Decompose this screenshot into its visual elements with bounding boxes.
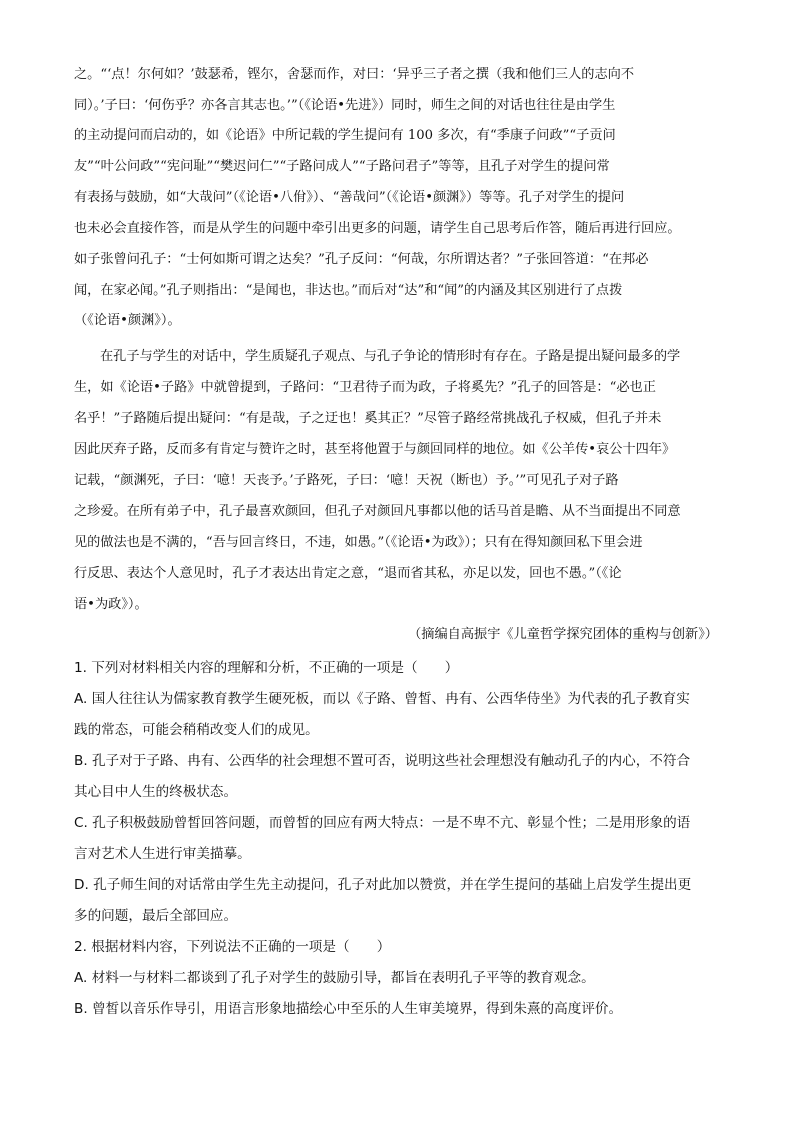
passage-line: 生，如《论语•子路》中就曾提到，子路问：“卫君待子而为政，子将奚先？”孔子的回答是：“必也正 xyxy=(74,380,656,395)
passage-line: 之。“‘点！尔何如？’鼓瑟希，铿尔，舍瑟而作，对曰：‘异乎三子者之撰（我和他们三人的志向不 xyxy=(74,67,635,82)
passage-line: 行反思、表达个人意见时，孔子才表达出肯定之意，“退而省其私，亦足以发，回也不愚。”（《论 xyxy=(74,566,622,581)
question-stem: 1. 下列对材料相关内容的理解和分析，不正确的一项是（ ） xyxy=(74,660,459,676)
passage-line: 如子张曾问孔子：“士何如斯可谓之达矣？”孔子反问：“何哉，尔所谓达者？”子张回答道：“在邦必 xyxy=(74,252,649,267)
option-b-line: 其心目中人生的终极状态。 xyxy=(74,784,238,800)
option-d-line: D. 孔子师生间的对话常由学生先主动提问，孔子对此加以赞赏，并在学生提问的基础上启发学生提出更 xyxy=(74,877,692,893)
source-citation: （摘编自高振宇《儿童哲学探究团体的重构与创新》） xyxy=(408,627,718,642)
option-a-line: A. 材料一与材料二都谈到了孔子对学生的鼓励引导，都旨在表明孔子平等的教育观念。 xyxy=(74,970,595,986)
passage-line: 名乎！”子路随后提出疑问：“有是哉，子之迂也！奚其正？”尽管子路经常挑战孔子权威，但孔子并未 xyxy=(74,411,662,426)
passage-line: （《论语•颜渊》）。 xyxy=(74,313,181,328)
passage-line: 闻，在家必闻。”孔子则指出：“是闻也，非达也。”而后对“达”和“闻”的内涵及其区别进行了点拨 xyxy=(74,283,623,298)
option-d-line: 多的问题，最后全部回应。 xyxy=(74,908,238,924)
passage-line: 有表扬与鼓励，如“大哉问”（《论语•八佾》）、“善哉问”（《论语•颜渊》）等等。孔子对学生的提问 xyxy=(74,190,625,205)
option-a-line: A. 国人往往认为儒家教育教学生硬死板，而以《子路、曾皙、冉有、公西华侍坐》为代表的孔子教育实 xyxy=(74,691,690,707)
passage-line: 也未必会直接作答，而是从学生的问题中牵引出更多的问题，请学生自己思考后作答，随后再进行回应。 xyxy=(74,221,681,236)
passage-line: 因此厌弃子路，反而多有肯定与赞许之时，甚至将他置于与颜回同样的地位。如《公羊传•哀公十四年》 xyxy=(74,442,676,457)
option-a-line: 践的常态，可能会稍稍改变人们的成见。 xyxy=(74,722,319,738)
option-b-line: B. 曾皙以音乐作导引，用语言形象地描绘心中至乐的人生审美境界，得到朱熹的高度评价。 xyxy=(74,1001,623,1017)
passage-line: 在孔子与学生的对话中，学生质疑孔子观点、与孔子争论的情形时有存在。子路是提出疑问最多的学 xyxy=(100,349,681,364)
passage-line: 之珍爱。在所有弟子中，孔子最喜欢颜回，但孔子对颜回凡事都以他的话马首是瞻、从不当面提出不同意 xyxy=(74,504,681,519)
passage-line: 同）。’子曰：‘何伤乎？亦各言其志也。’”（《论语•先进》）同时，师生之间的对话也往往是由学生 xyxy=(74,98,616,113)
question-stem: 2. 根据材料内容，下列说法不正确的一项是（ ） xyxy=(74,939,391,955)
passage-line: 的主动提问而启动的，如《论语》中所记载的学生提问有 100 多次，有“季康子问政”“子贡问 xyxy=(74,128,616,143)
option-c-line: C. 孔子积极鼓励曾皙回答问题，而曾皙的回应有两大特点：一是不卑不亢、彰显个性；二是用形象的语 xyxy=(74,815,691,831)
option-b-line: B. 孔子对于子路、冉有、公西华的社会理想不置可否，说明这些社会理想没有触动孔子的内心，不符合 xyxy=(74,753,691,769)
passage-line: 见的做法也是不满的，“吾与回言终日，不违，如愚。”（《论语•为政》）；只有在得知颜回私下里会进 xyxy=(74,535,643,550)
option-c-line: 言对艺术人生进行审美描摹。 xyxy=(74,846,251,862)
passage-line: 记载，“颜渊死，子曰：‘噫！天丧予。’子路死，子曰：‘噫！天祝（断也）予。’”可见孔子对子路 xyxy=(74,473,619,488)
passage-line: 友”“叶公问政”“宪问耻”“樊迟问仁”“子路问成人”“子路问君子”等等，且孔子对学生的提问常 xyxy=(74,159,610,174)
passage-line: 语•为政》）。 xyxy=(74,597,148,612)
